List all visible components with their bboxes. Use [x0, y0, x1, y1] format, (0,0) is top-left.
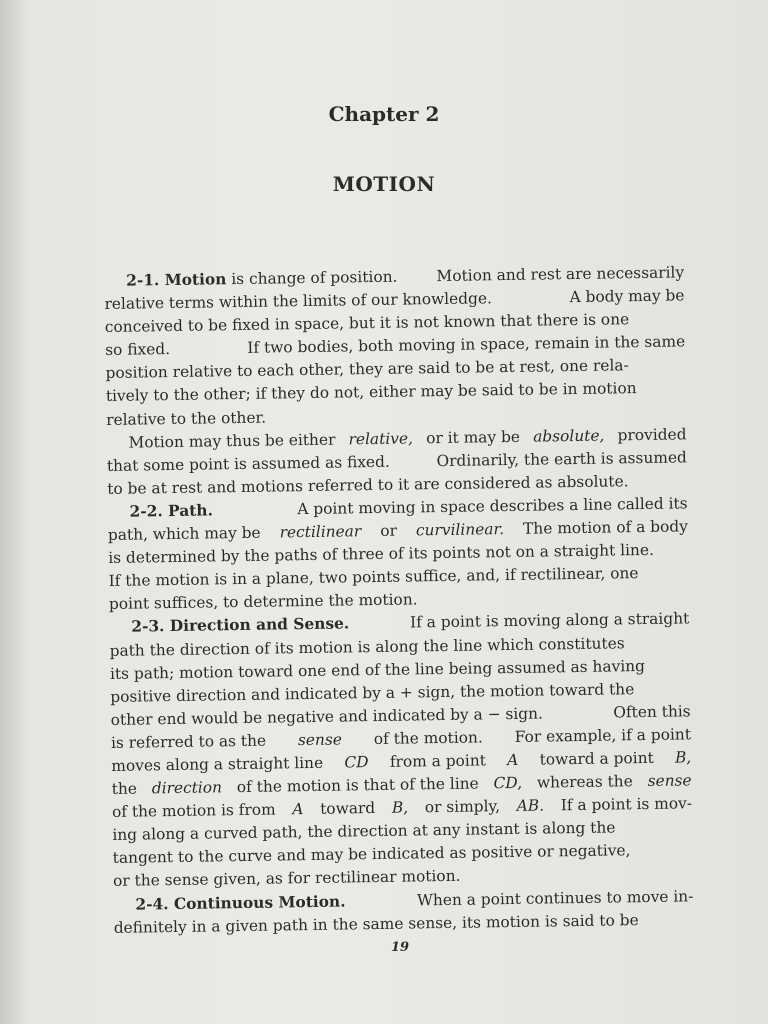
text-run: provided — [617, 425, 687, 445]
text-run: B, — [674, 748, 692, 767]
text-run: A — [292, 800, 304, 819]
text-run: relative, — [348, 429, 414, 449]
text-run: Motion may thus be either — [128, 430, 336, 452]
text-run: A body may be — [569, 286, 685, 307]
section-heading: 2-1. Motion — [126, 270, 227, 290]
text-run: CD — [344, 753, 369, 772]
text-run: to be at rest and motions referred to it are considered as absolute. — [107, 472, 629, 498]
section-heading: 2-4. Continuous Motion. — [135, 892, 346, 914]
text-run: of the motion is from — [111, 800, 276, 822]
text-run: If a point is moving along a straight — [409, 609, 690, 632]
text-run: direction — [151, 778, 223, 798]
text-run: positive direction and indicated by a + sign, the motion toward the — [110, 679, 635, 706]
text-run: or simply, — [424, 797, 501, 817]
text-run: If a point is mov- — [560, 794, 693, 815]
text-run: path the direction of its motion is along the line which constitutes — [109, 633, 625, 660]
text-run: If the motion is in a plane, two points suffice, and, if rectilinear, one — [108, 564, 639, 591]
text-run: or the sense given, as for rectilinear motion. — [112, 867, 461, 891]
text-run: relative terms within the limits of our knowledge. — [104, 289, 493, 314]
text-run: If two bodies, both moving in space, remain in the same — [247, 332, 686, 358]
text-run: is referred to as the — [110, 731, 267, 752]
text-run: is determined by the paths of three of its points not on a straight line. — [108, 540, 655, 568]
text-run: the — [111, 779, 138, 799]
text-run: Motion and rest are necessarily — [436, 263, 685, 286]
text-run: tively to the other; if they do not, either may be said to be in motion — [105, 379, 637, 406]
text-run: rectilinear — [279, 522, 362, 542]
text-run: AB. — [516, 796, 545, 816]
text-run: relative to the other. — [106, 408, 267, 429]
text-run: ing along a curved path, the direction at any instant is along the — [112, 818, 616, 845]
text-run: of the motion. — [373, 728, 483, 748]
text-run: position relative to each other, they are said to be at rest, one rela- — [105, 356, 629, 383]
text-run: point suffices, to determine the motion. — [108, 590, 418, 614]
chapter-label: Chapter 2 — [328, 102, 440, 126]
text-run: whereas the — [536, 772, 633, 792]
text-run: its path; motion toward one end of the line being assumed as having — [109, 656, 646, 683]
text-run: moves along a straight line — [111, 753, 324, 775]
text-run: definitely in a given path in the same sense, its motion is said to be — [113, 910, 639, 937]
text-run: or it may be — [425, 427, 521, 447]
text-run: toward a point — [539, 748, 654, 769]
text-run: A point moving in space describes a line called its — [297, 494, 688, 519]
text-run: tangent to the curve and may be indicated as positive or negative, — [112, 841, 631, 868]
text-run: The motion of a body — [522, 517, 689, 538]
text-run: is change of position. — [231, 267, 398, 289]
text-run: conceived to be fixed in space, but it is not known that there is one — [104, 310, 630, 337]
text-run: other end would be negative and indicated by a − sign. — [110, 704, 544, 729]
text-run: of the motion is that of the line — [236, 774, 479, 797]
text-run: from a point — [389, 751, 487, 771]
text-run: B, — [391, 798, 409, 817]
text-run: sense — [647, 771, 692, 791]
text-run: path, which may be — [107, 523, 261, 545]
text-run: A — [507, 750, 519, 770]
text-run: CD, — [493, 773, 523, 793]
section-heading: 2-2. Path. — [129, 501, 214, 521]
text-run: Often this — [613, 702, 691, 722]
text-run: sense — [297, 730, 343, 750]
text-run: absolute, — [533, 426, 605, 446]
text-run: that some point is assumed as fixed. — [106, 452, 390, 475]
text-run: or — [380, 521, 398, 540]
section-heading: 2-3. Direction and Sense. — [131, 614, 350, 637]
text-run: so fixed. — [105, 340, 171, 360]
text-run: curvilinear. — [415, 520, 505, 540]
text-run: toward — [320, 799, 376, 819]
page-number: 19 — [391, 940, 410, 955]
text-run: Ordinarily, the earth is assumed — [436, 448, 687, 470]
body-text — [104, 261, 694, 939]
chapter-title: MOTION — [332, 172, 436, 196]
text-run: For example, if a point — [514, 725, 692, 746]
text-run: When a point continues to move in- — [416, 886, 694, 909]
